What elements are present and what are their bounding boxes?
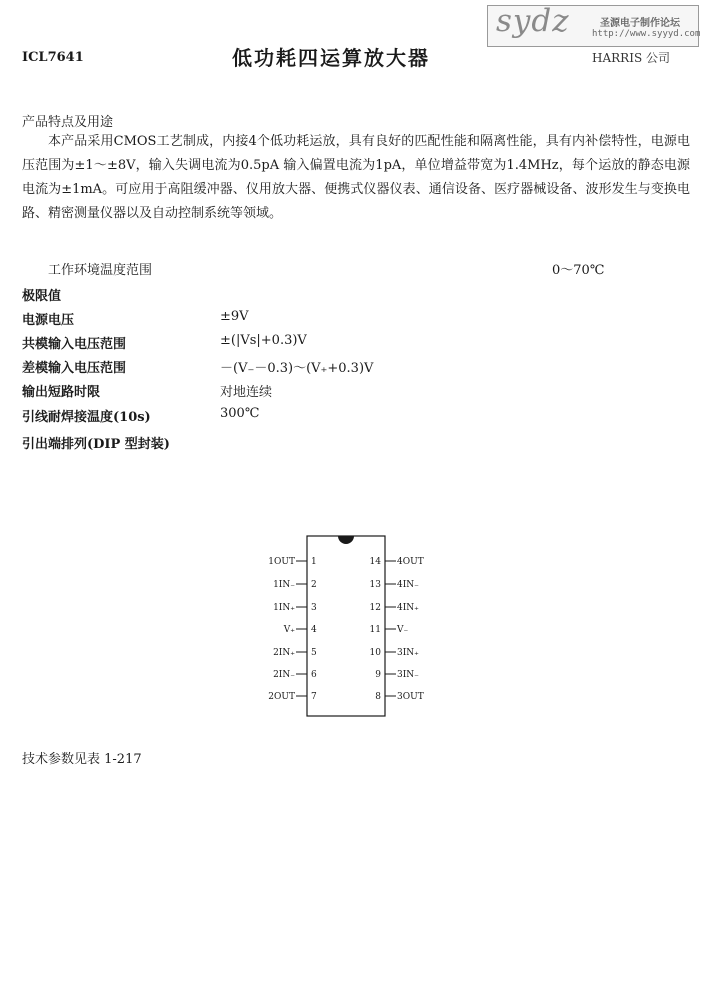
limit-row [22, 381, 682, 405]
pin-number: 3 [311, 603, 317, 613]
pin-name: 4IN₋ [397, 580, 419, 590]
pinout-heading: 引出端排列(DIP 型封装) [22, 437, 170, 452]
pin-number: 11 [369, 625, 381, 635]
pin-row-3 [273, 603, 419, 613]
limit-label: 差模输入电压范围 [22, 361, 127, 376]
operating-temp-label: 工作环境温度范围 [48, 263, 153, 278]
pin-row-7 [268, 692, 423, 702]
pin-number: 4 [311, 625, 317, 635]
pin-name: 1IN₋ [273, 580, 295, 590]
limit-label: 输出短路时限 [22, 385, 101, 400]
pin-number: 13 [369, 580, 381, 590]
limit-value: ±(|Vs|+0.3)V [220, 333, 307, 348]
pin-row-5 [273, 648, 419, 658]
pin-name: 1OUT [268, 557, 295, 567]
features-paragraph: 本产品采用CMOS工艺制成，内接4个低功耗运放，具有良好的匹配性能和隔离性能，具有内补偿特性，电源电压范围为±1～±8V，输入失调电流为0.5pA 输入偏置电流为1pA，单位增益带宽为1.4MHz，每个运放的静态电源电流为±1mA。可应用于高阻缓冲器、仪用放大器、便携式仪器仪表、通信设备、医疗器械设备、波形发生与变换电路、精密测量仪器以及自动控制系统等领域。 [22, 134, 690, 221]
watermark-logo: sydz [496, 3, 570, 39]
pin-name: V₊ [283, 625, 295, 635]
pin-name: 1IN₊ [273, 603, 295, 613]
limit-row [22, 333, 682, 357]
pin-name: 2OUT [268, 692, 295, 702]
pin-name: 3OUT [397, 692, 424, 702]
watermark-stamp [487, 5, 699, 47]
pin-number: 5 [311, 648, 317, 658]
limit-value: 300℃ [220, 406, 260, 421]
pin-name: V₋ [397, 625, 409, 635]
limit-row [22, 309, 682, 333]
pin-name: 4OUT [397, 557, 424, 567]
pin-number: 7 [311, 692, 317, 702]
pin-number: 10 [369, 648, 381, 658]
limit-label: 共模输入电压范围 [22, 337, 127, 352]
limit-value: －(V₋－0.3)～(V₊+0.3)V [220, 361, 374, 376]
pin-number: 14 [369, 557, 381, 567]
pin-number: 9 [375, 670, 381, 680]
page-title: 低功耗四运算放大器 [232, 46, 430, 70]
pin-name: 2IN₊ [273, 648, 295, 658]
limit-value: ±9V [220, 309, 249, 324]
pin-number: 1 [311, 557, 317, 567]
pin-number: 6 [311, 670, 317, 680]
limit-label: 引线耐焊接温度(10s) [22, 410, 151, 425]
pin-name: 3IN₊ [397, 648, 419, 658]
pin-row-4 [283, 625, 409, 635]
part-number: ICL7641 [22, 50, 84, 65]
limit-label: 电源电压 [22, 313, 75, 328]
manufacturer: HARRIS 公司 [592, 51, 670, 65]
watermark-site-name: 圣源电子制作论坛 [600, 18, 680, 29]
pin-number: 12 [369, 603, 381, 613]
table-reference: 技术参数见表 1-217 [22, 752, 142, 767]
pin-row-1 [268, 557, 423, 567]
dip-package-diagram [240, 528, 460, 728]
features-heading: 产品特点及用途 [22, 115, 114, 130]
limit-row [22, 406, 682, 430]
limit-value: 对地连续 [220, 385, 273, 400]
limit-row [22, 357, 682, 381]
pin1-notch [338, 536, 354, 544]
pin-row-6 [273, 670, 419, 680]
watermark-url: http://www.syyyd.com [592, 29, 701, 39]
pin-name: 2IN₋ [273, 670, 295, 680]
pin-name: 3IN₋ [397, 670, 419, 680]
limits-heading: 极限值 [22, 289, 62, 304]
pin-number: 2 [311, 580, 317, 590]
operating-temp-value: 0～70℃ [552, 263, 605, 278]
pin-number: 8 [375, 692, 381, 702]
pin-row-2 [273, 580, 419, 590]
pin-name: 4IN₊ [397, 603, 419, 613]
